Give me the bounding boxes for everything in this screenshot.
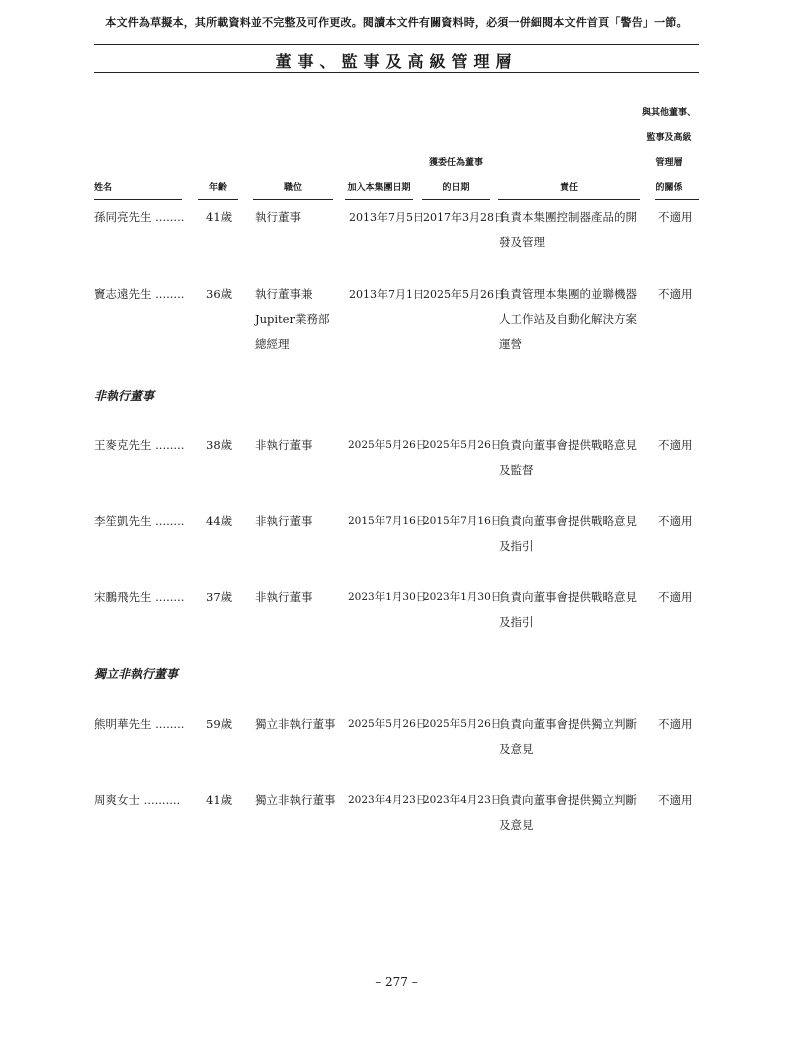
table-row-position: 獨立非執行董事: [255, 793, 336, 807]
header-join-date: 加入本集團日期: [347, 183, 411, 193]
table-row-join-date: 2025年5月26日: [348, 718, 427, 730]
table-row-appoint-date: 2017年3月28日: [423, 211, 505, 224]
table-row-relation: 不適用: [658, 210, 693, 224]
table-row-appoint-date: 2025年5月26日: [423, 439, 502, 451]
table-row-age: 44歲: [206, 514, 233, 528]
header-age: 年齡: [208, 183, 227, 193]
table-row-age: 41歲: [206, 210, 233, 224]
header-relation-line3: 管理層: [655, 158, 683, 168]
header-position: 職位: [283, 183, 302, 193]
table-row-appoint-date: 2025年5月26日: [423, 718, 502, 730]
table-row-relation: 不適用: [658, 590, 693, 604]
table-row-responsibility: 負責向董事會提供戰略意見及指引: [499, 514, 637, 553]
page-title: 董事、監事及高級管理層: [275, 52, 518, 71]
table-row-name: 李笙凱先生 ........: [94, 514, 185, 528]
header-appoint-line2: 的日期: [442, 183, 470, 193]
header-underline: [253, 199, 333, 200]
table-row-appoint-date: 2023年1月30日: [423, 591, 502, 603]
table-row-appoint-date: 2023年4月23日: [423, 794, 502, 806]
draft-warning: 本文件為草擬本，其所載資料並不完整及可作更改。閱讀本文件有關資料時，必須一併細閱本文件首頁「警告」一節。: [105, 16, 688, 29]
header-underline: [655, 199, 699, 200]
table-row-position: 執行董事兼Jupiter業務部總經理: [255, 287, 330, 351]
header-underline: [198, 199, 238, 200]
table-row-age: 37歲: [206, 590, 233, 604]
table-row-age: 59歲: [206, 717, 233, 731]
table-row-responsibility: 負責向董事會提供戰略意見及監督: [499, 438, 637, 477]
header-name: 姓名: [94, 183, 113, 193]
table-row-name: 孫同亮先生 ........: [94, 210, 185, 224]
table-row-position: 非執行董事: [255, 590, 313, 604]
table-row-join-date: 2013年7月1日: [349, 288, 424, 301]
table-row-responsibility: 負責本集團控制器產品的開發及管理: [499, 210, 637, 249]
table-row-name: 熊明華先生 ........: [94, 717, 185, 731]
table-row-responsibility: 負責向董事會提供獨立判斷及意見: [499, 717, 637, 756]
table-row-responsibility: 負責向董事會提供戰略意見及指引: [499, 590, 637, 629]
table-row-join-date: 2013年7月5日: [349, 211, 424, 224]
title-rule-bottom: [94, 72, 699, 73]
table-row-age: 36歲: [206, 287, 233, 301]
header-underline: [498, 199, 640, 200]
table-row-relation: 不適用: [658, 287, 693, 301]
table-row-relation: 不適用: [658, 438, 693, 452]
page-number: – 277 –: [375, 975, 418, 989]
table-row-position: 執行董事: [255, 210, 301, 224]
table-row-position: 非執行董事: [255, 438, 313, 452]
header-responsibility: 責任: [559, 183, 578, 193]
table-row-name: 宋鵬飛先生 ........: [94, 590, 185, 604]
header-appoint-line1: 獲委任為董事: [428, 158, 483, 168]
header-underline: [422, 199, 490, 200]
title-rule-top: [94, 44, 699, 45]
table-row-join-date: 2023年1月30日: [348, 591, 427, 603]
table-row-age: 41歲: [206, 793, 233, 807]
header-relation-line2: 監事及高級: [646, 133, 692, 143]
table-row-position: 獨立非執行董事: [255, 717, 336, 731]
table-row-relation: 不適用: [658, 514, 693, 528]
header-underline: [345, 199, 413, 200]
table-row-appoint-date: 2015年7月16日: [423, 515, 502, 527]
table-row-appoint-date: 2025年5月26日: [423, 288, 505, 301]
table-row-responsibility: 負責向董事會提供獨立判斷及意見: [499, 793, 637, 832]
table-row-name: 竇志遠先生 ........: [94, 287, 185, 301]
section-heading-non-executive: 非執行董事: [94, 389, 155, 403]
header-relation-line1: 與其他董事、: [641, 108, 696, 118]
table-row-name: 王麥克先生 ........: [94, 438, 185, 452]
table-row-position: 非執行董事: [255, 514, 313, 528]
table-row-join-date: 2025年5月26日: [348, 439, 427, 451]
table-row-join-date: 2015年7月16日: [348, 515, 427, 527]
header-underline: [94, 199, 182, 200]
table-row-age: 38歲: [206, 438, 233, 452]
table-row-relation: 不適用: [658, 793, 693, 807]
table-row-join-date: 2023年4月23日: [348, 794, 427, 806]
section-heading-independent: 獨立非執行董事: [94, 667, 179, 681]
table-row-relation: 不適用: [658, 717, 693, 731]
header-relation-line4: 的關係: [655, 183, 683, 193]
table-row-responsibility: 負責管理本集團的並聯機器人工作站及自動化解決方案運營: [499, 287, 637, 351]
table-row-name: 周爽女士 ..........: [94, 793, 181, 807]
